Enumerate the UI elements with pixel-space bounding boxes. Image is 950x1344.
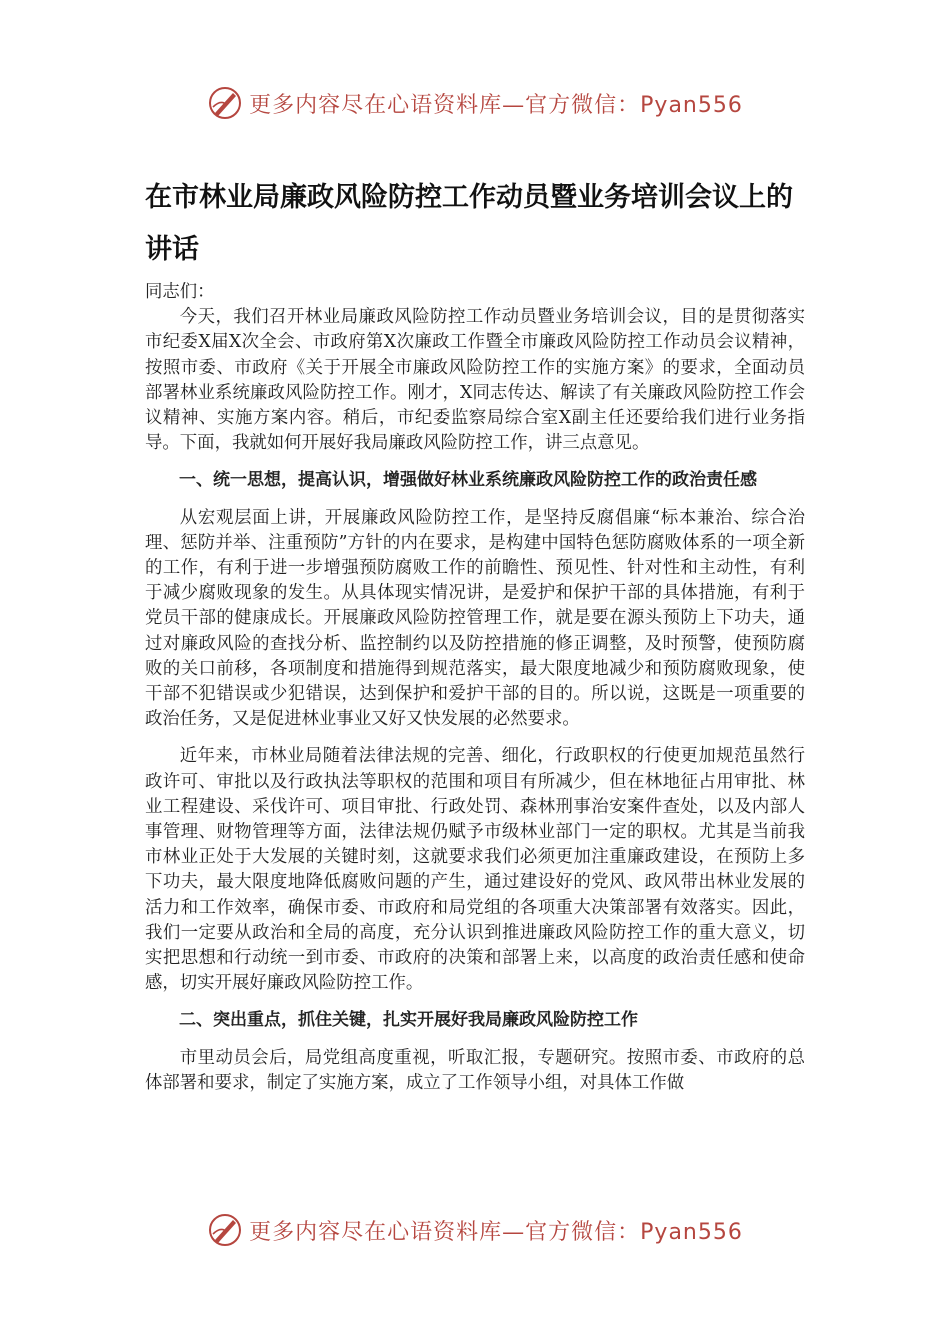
paragraph: 市里动员会后，局党组高度重视，听取汇报，专题研究。按照市委、市政府的总体部署和要求，制定了实施方案，成立了工作领导小组，对具体工作做 bbox=[145, 1047, 805, 1093]
wechat-id: Pyan556 bbox=[640, 92, 743, 118]
pen-logo-icon bbox=[207, 1212, 243, 1248]
section-heading-1: 一、统一思想，提高认识，增强做好林业系统廉政风险防控工作的政治责任感 bbox=[179, 470, 757, 491]
footer-watermark-banner bbox=[0, 1210, 950, 1250]
header-watermark-banner bbox=[0, 83, 950, 123]
document-title: 在市林业局廉政风险防控工作动员暨业务培训会议上的讲话 bbox=[145, 182, 793, 265]
section-heading-2: 二、突出重点，抓住关键，扎实开展好我局廉政风险防控工作 bbox=[179, 1010, 638, 1031]
paragraph: 近年来，市林业局随着法律法规的完善、细化，行政职权的行使更加规范虽然行政许可、审批以及行政执法等职权的范围和项目有所减少，但在林地征占用审批、林业工程建设、采伐许可、项目审批、行政处罚、森林刑事治安案件查处，以及内部人事管理、财物管理等方面，法律法规仍赋予市级林业部门一定的职权。尤其是当前我市林业正处于大发展的关键时刻，这就要求我们必须更加注重廉政建设，在预防上多下功夫，最大限度地降低腐败问题的产生，通过建设好的党风、政风带出林业发展的活力和工作效率，确保市委、市政府和局党组的各项重大决策部署有效落实。因此，我们一定要从政治和全局的高度，充分认识到推进廉政风险防控工作的重大意义，切实把思想和行动统一到市委、市政府的决策和部署上来，以高度的政治责任感和使命感，切实开展好廉政风险防控工作。 bbox=[145, 746, 805, 994]
document-body bbox=[145, 280, 805, 1096]
banner-text: 更多内容尽在心语资料库—官方微信：Pyan556 bbox=[249, 92, 743, 118]
paragraph-intro: 今天，我们召开林业局廉政风险防控工作动员暨业务培训会议，目的是贯彻落实市纪委X届X次全会、市政府第X次廉政工作暨全市廉政风险防控工作动员会议精神，按照市委、市政府《关于开展全市廉政风险防控工作的实施方案》的要求，全面动员部署林业系统廉政风险防控工作。刚才，X同志传达、解读了有关廉政风险防控工作会议精神、实施方案内容。稍后，市纪委监察局综合室X副主任还要给我们进行业务指导。下面，我就如何开展好我局廉政风险防控工作，讲三点意见。 bbox=[145, 307, 805, 454]
banner-text: 更多内容尽在心语资料库—官方微信：Pyan556 bbox=[249, 1219, 743, 1245]
pen-logo-icon bbox=[207, 85, 243, 121]
salutation: 同志们： bbox=[145, 282, 215, 302]
wechat-id: Pyan556 bbox=[640, 1219, 743, 1245]
paragraph: 从宏观层面上讲，开展廉政风险防控工作，是坚持反腐倡廉“标本兼治、综合治理、惩防并举、注重预防”方针的内在要求，是构建中国特色惩防腐败体系的一项全新的工作，有利于进一步增强预防腐败工作的前瞻性、预见性、针对性和主动性，有利于减少腐败现象的发生。从具体现实情况讲，是爱护和保护干部的具体措施，有利于党员干部的健康成长。开展廉政风险防控管理工作，就是要在源头预防上下功夫，通过对廉政风险的查找分析、监控制约以及防控措施的修正调整，及时预警，使预防腐败的关口前移，各项制度和措施得到规范落实，最大限度地减少和预防腐败现象，使干部不犯错误或少犯错误，达到保护和爱护干部的目的。所以说，这既是一项重要的政治任务，又是促进林业事业又好又快发展的必然要求。 bbox=[145, 507, 805, 730]
